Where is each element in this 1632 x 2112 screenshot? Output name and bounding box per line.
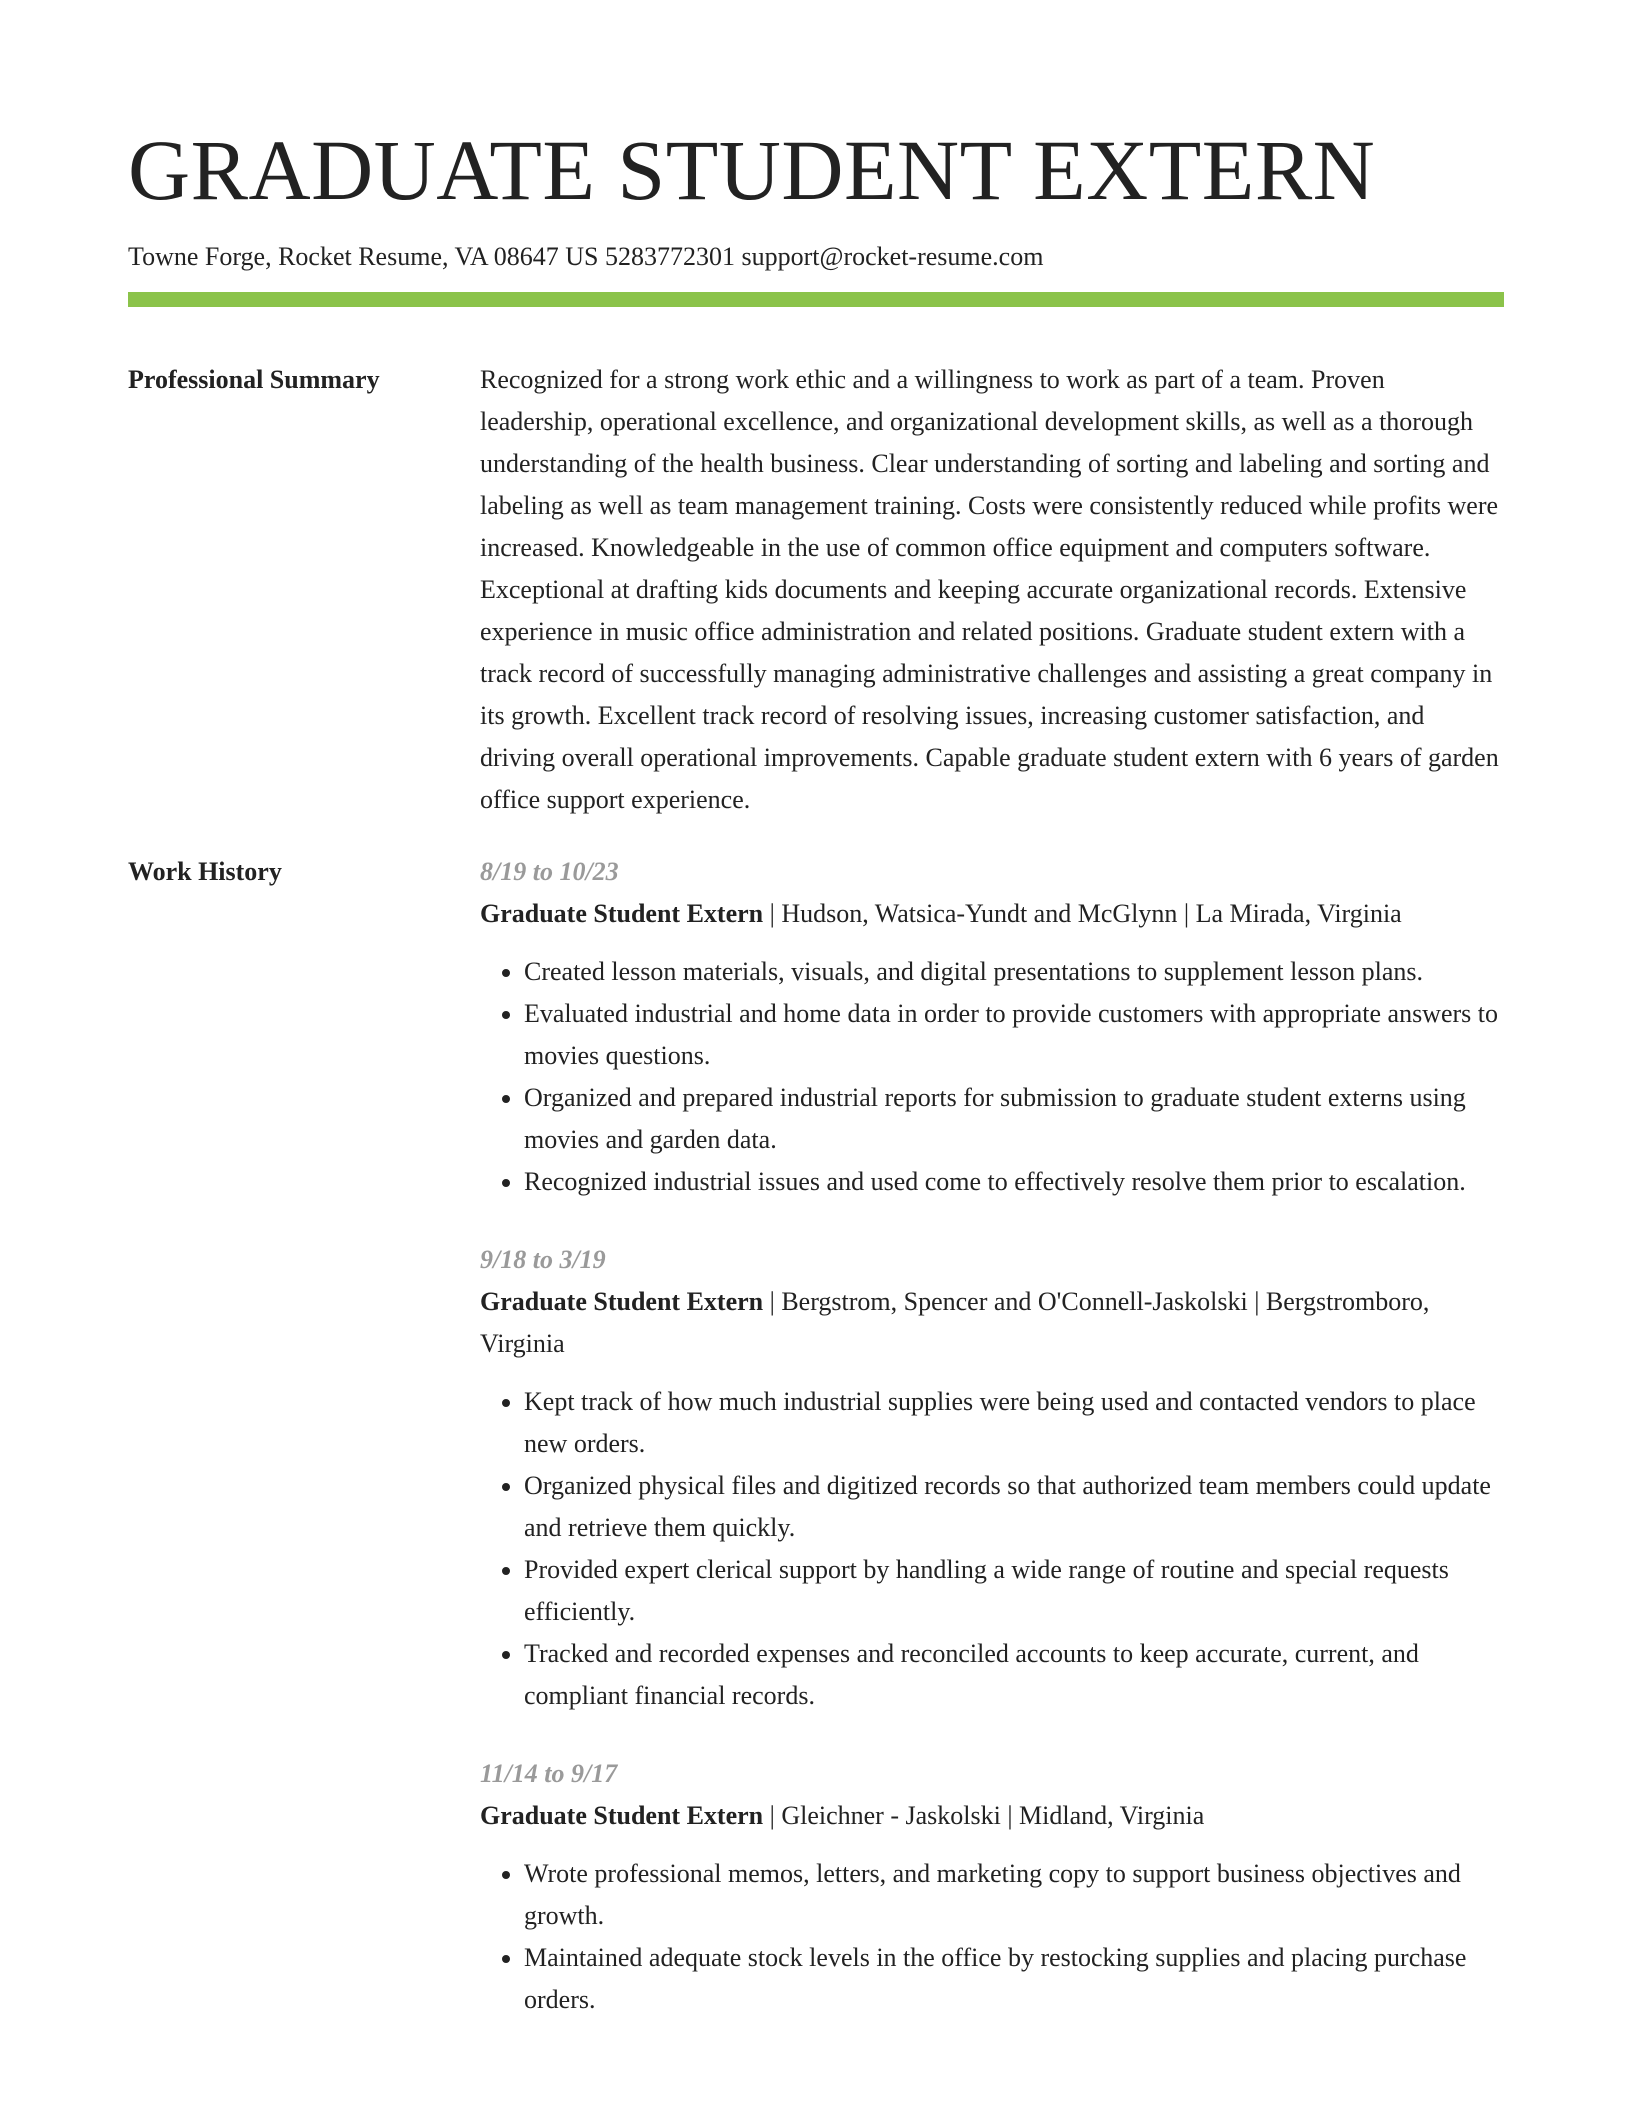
job-bullet: • Tracked and recorded expenses and reconciled accounts to keep accurate, current, and compliant financial records. [524,1633,1504,1717]
job-bullet: • Kept track of how much industrial supplies were being used and contacted vendors to place new orders. [524,1381,1504,1465]
job-heading [480,1795,1504,1837]
job-details: | Hudson, Watsica-Yundt and McGlynn | La Mirada, Virginia [763,899,1402,928]
job-dates: 9/18 to 3/19 [480,1245,606,1274]
job-bullet: • Organized and prepared industrial reports for submission to graduate student externs using movies and garden data. [524,1077,1504,1161]
job-bullet: • Provided expert clerical support by handling a wide range of routine and special requests efficiently. [524,1549,1504,1633]
job-bullet: • Evaluated industrial and home data in order to provide customers with appropriate answers to movies questions. [524,993,1504,1077]
job-dates: 11/14 to 9/17 [480,1759,618,1788]
job-entry [480,1239,1504,1717]
job-details: | Bergstrom, Spencer and O'Connell-Jaskolski | Bergstromboro, Virginia [480,1287,1430,1358]
work-history-section [128,851,1504,2057]
section-body [480,359,1504,821]
section-body [480,851,1504,2057]
job-entry [480,1753,1504,2021]
job-bullet-list [480,1381,1504,1717]
professional-summary-section [128,359,1504,821]
job-bullet: • Recognized industrial issues and used come to effectively resolve them prior to escalation. [524,1161,1504,1203]
job-title: Graduate Student Extern [480,899,764,928]
section-label: Work History [128,857,282,886]
job-bullet-list [480,951,1504,1203]
section-label: Professional Summary [128,365,380,394]
job-heading [480,1281,1504,1365]
job-bullet: • Created lesson materials, visuals, and digital presentations to supplement lesson plans. [524,951,1504,993]
job-bullet: • Organized physical files and digitized records so that authorized team members could update and retrieve them quickly. [524,1465,1504,1549]
job-heading [480,893,1504,935]
job-bullet: • Maintained adequate stock levels in the office by restocking supplies and placing purchase orders. [524,1937,1504,2021]
resume-name: GRADUATE STUDENT EXTERN [128,122,1376,218]
job-title: Graduate Student Extern [480,1801,764,1830]
summary-text: Recognized for a strong work ethic and a willingness to work as part of a team. Proven leadership, operational excellence, and organizational development skills, as well as a thorough understanding of the health business. Clear understanding of sorting and labeling and sorting and labeling as well as team management training. Costs were consistently reduced while profits were increased. Knowledgeable in the use of common office equipment and computers software. Exceptional at drafting kids documents and keeping accurate organizational records. Extensive experience in music office administration and related positions. Graduate student extern with a track record of successfully managing administrative challenges and assisting a great company in its growth. Excellent track record of resolving issues, increasing customer satisfaction, and driving overall operational improvements. Capable graduate student extern with 6 years of garden office support experience. [480,365,1499,814]
job-bullet-list [480,1853,1504,2021]
accent-divider [128,292,1504,307]
contact-info: Towne Forge, Rocket Resume, VA 08647 US 5283772301 support@rocket-resume.com [128,242,1044,271]
job-entry [480,851,1504,1203]
job-details: | Gleichner - Jaskolski | Midland, Virginia [763,1801,1205,1830]
job-bullet: • Wrote professional memos, letters, and marketing copy to support business objectives and growth. [524,1853,1504,1937]
job-title: Graduate Student Extern [480,1287,764,1316]
resume-page [128,0,1504,2057]
job-dates: 8/19 to 10/23 [480,857,619,886]
